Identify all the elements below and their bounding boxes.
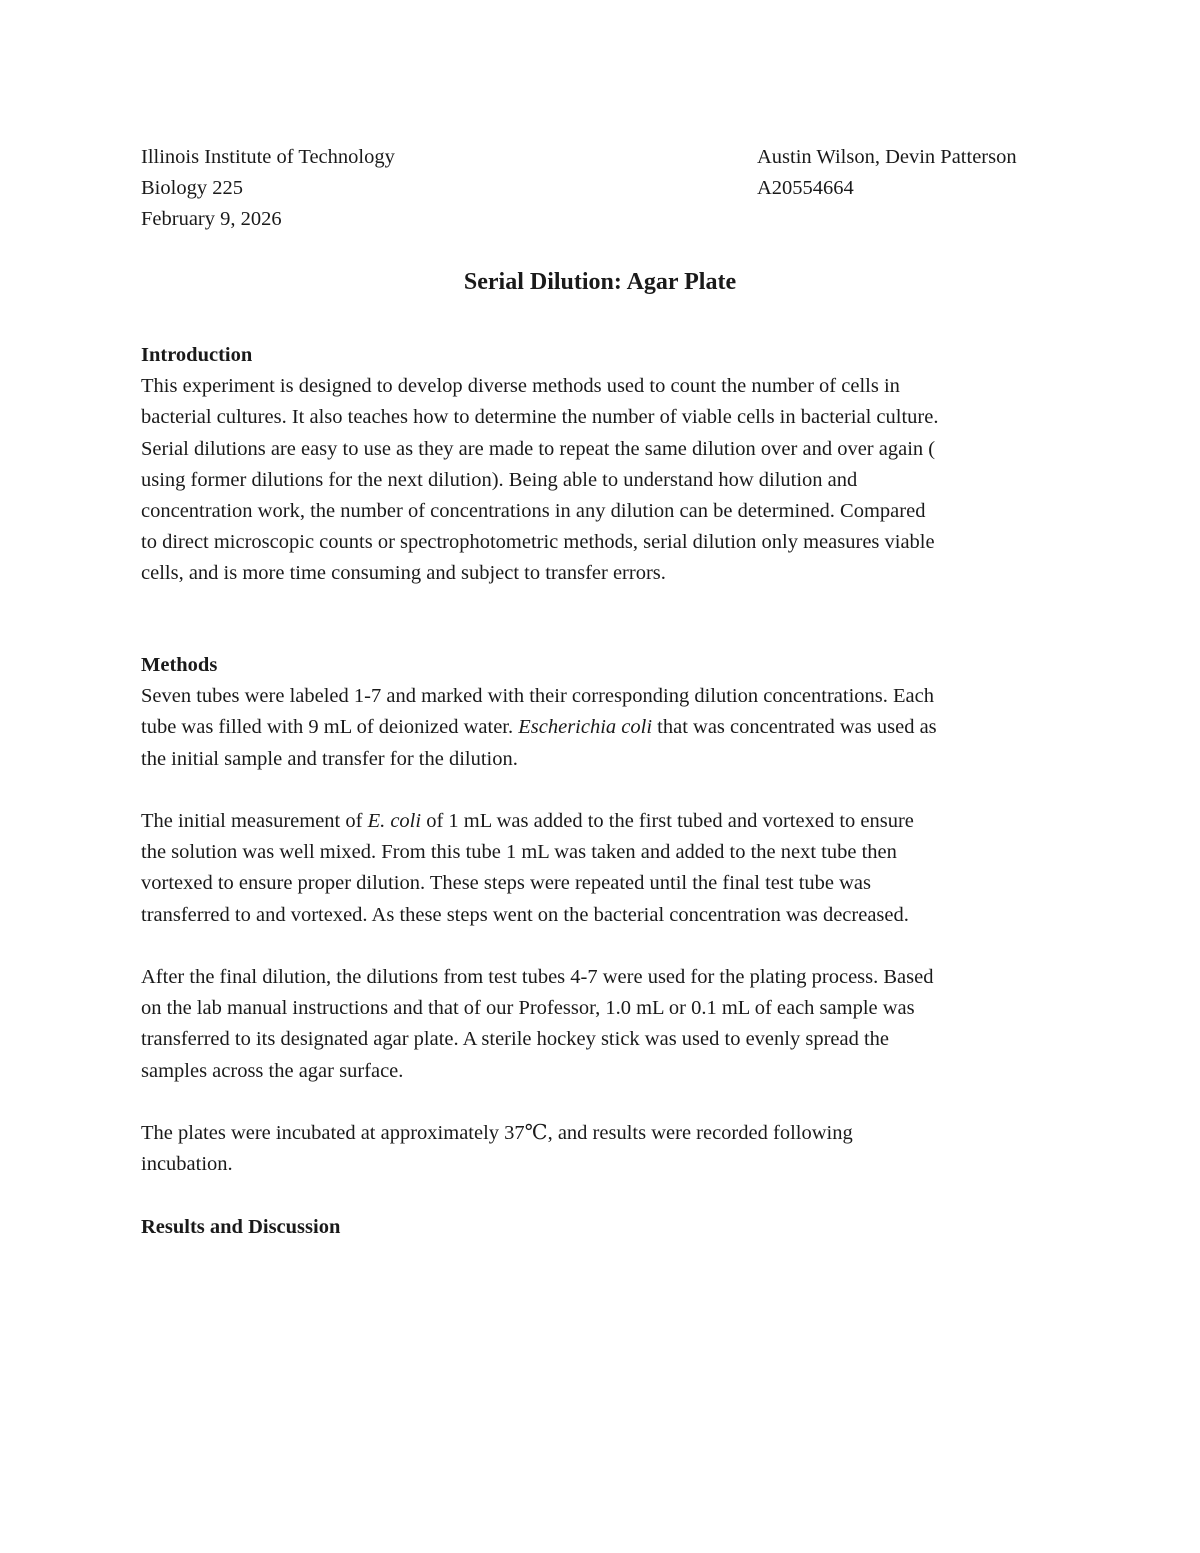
methods-paragraph-3	[141, 962, 1066, 1087]
paragraph-line: samples across the agar surface.	[141, 1059, 404, 1082]
document-title: Serial Dilution: Agar Plate	[463, 269, 737, 295]
header-row	[141, 204, 1061, 235]
paragraph-line: Serial dilutions are easy to use as they are made to repeat the same dilution over and over again (	[141, 437, 936, 460]
document-header	[141, 142, 1061, 235]
paragraph-line: bacterial cultures. It also teaches how to determine the number of viable cells in bacterial culture.	[141, 406, 939, 429]
methods-paragraph-2	[141, 806, 1066, 931]
introduction-heading: Introduction	[141, 344, 253, 366]
author-names: Austin Wilson, Devin Patterson	[757, 146, 1017, 168]
student-id: A20554664	[757, 177, 854, 199]
paragraph-line: using former dilutions for the next dilution). Being able to understand how dilution and	[141, 468, 858, 491]
methods-section	[141, 650, 1066, 1243]
methods-paragraph-1	[141, 681, 1066, 775]
introduction-section	[141, 340, 1066, 590]
paragraph-line: the initial sample and transfer for the dilution.	[141, 747, 518, 770]
paragraph-line: Seven tubes were labeled 1-7 and marked with their corresponding dilution concentrations. Each	[141, 685, 934, 708]
paragraph-line	[141, 806, 1066, 837]
text-run: of 1 mL was added to the first tubed and vortexed to ensure	[421, 810, 914, 832]
paragraph-spacer	[141, 1087, 1066, 1118]
paragraph-spacer	[141, 931, 1066, 962]
paragraph-line: transferred to and vortexed. As these steps went on the bacterial concentration was decreased.	[141, 903, 909, 926]
institution-name: Illinois Institute of Technology	[141, 146, 395, 168]
introduction-paragraph	[141, 371, 1066, 589]
methods-heading: Methods	[141, 654, 218, 676]
paragraph-line: vortexed to ensure proper dilution. These steps were repeated until the final test tube was	[141, 872, 871, 895]
paragraph-line	[141, 712, 1066, 743]
paragraph-line: concentration work, the number of concentrations in any dilution can be determined. Compared	[141, 500, 926, 523]
paragraph-line: The plates were incubated at approximately 37℃, and results were recorded following	[141, 1122, 853, 1144]
paragraph-line: cells, and is more time consuming and subject to transfer errors.	[141, 562, 666, 585]
text-run: tube was filled with 9 mL of deionized water.	[141, 716, 519, 739]
header-row	[141, 142, 1061, 173]
methods-paragraph-4	[141, 1118, 1066, 1180]
paragraph-spacer	[141, 775, 1066, 806]
paragraph-line: After the final dilution, the dilutions from test tubes 4-7 were used for the plating process. Based	[141, 966, 934, 988]
species-name-italic: Escherichia coli	[518, 716, 653, 739]
document-date: February 9, 2026	[141, 208, 282, 230]
results-heading: Results and Discussion	[141, 1215, 341, 1238]
paragraph-line: the solution was well mixed. From this tube 1 mL was taken and added to the next tube then	[141, 841, 897, 864]
paragraph-spacer	[141, 1180, 1066, 1211]
header-row	[141, 173, 1061, 204]
paragraph-line: incubation.	[141, 1153, 233, 1176]
species-abbrev-italic: E. coli	[367, 810, 422, 832]
paragraph-line: transferred to its designated agar plate. A sterile hockey stick was used to evenly spread the	[141, 1028, 890, 1051]
text-run: The initial measurement of	[141, 810, 368, 832]
text-run: that was concentrated was used as	[652, 716, 937, 739]
paragraph-line: to direct microscopic counts or spectrophotometric methods, serial dilution only measures viable	[141, 531, 935, 554]
paragraph-line: on the lab manual instructions and that of our Professor, 1.0 mL or 0.1 mL of each sample was	[141, 997, 915, 1020]
paragraph-line: This experiment is designed to develop diverse methods used to count the number of cells in	[141, 375, 900, 398]
course-name: Biology 225	[141, 177, 243, 199]
